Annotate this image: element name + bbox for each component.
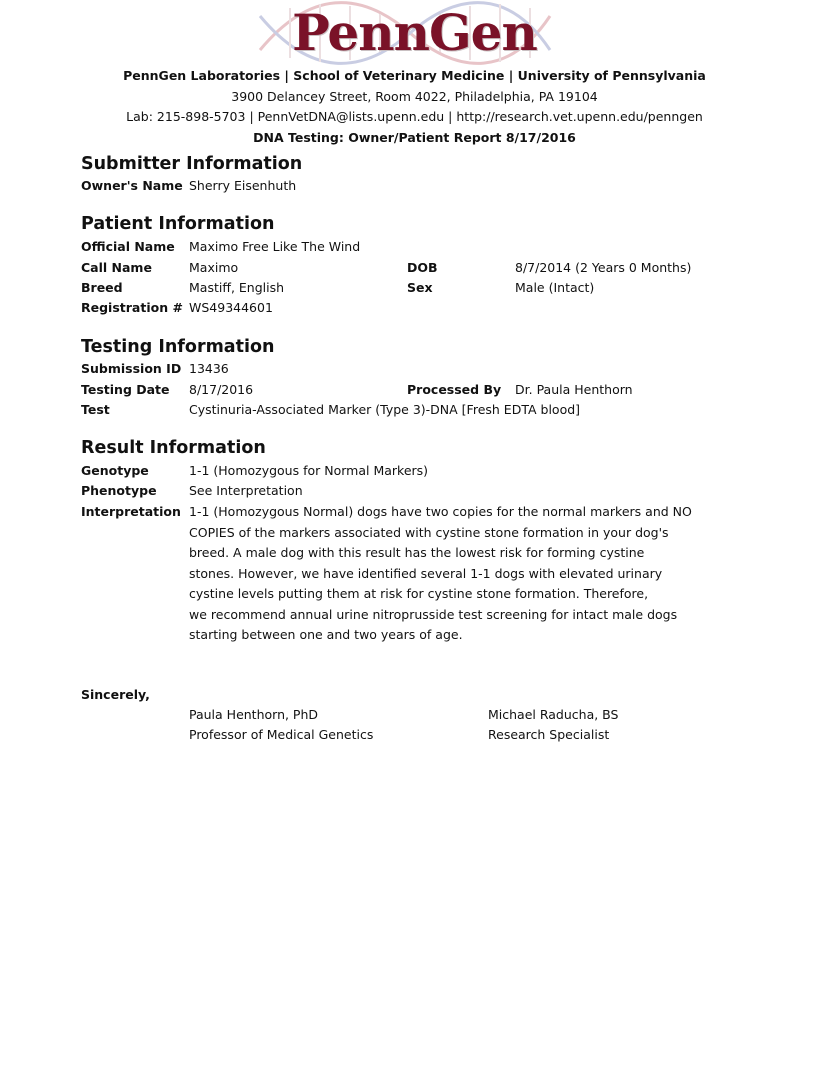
submitter-heading: Submitter Information bbox=[81, 154, 303, 174]
genotype-value: 1-1 (Homozygous for Normal Markers) bbox=[189, 463, 429, 478]
phenotype-label: Phenotype bbox=[81, 483, 157, 498]
processed-by-label: Processed By bbox=[407, 382, 502, 397]
owner-value: Sherry Eisenhuth bbox=[189, 178, 297, 193]
report-title: DNA Testing: Owner/Patient Report 8/17/2016 bbox=[253, 130, 576, 145]
sex-value: Male (Intact) bbox=[515, 280, 595, 295]
testing-heading: Testing Information bbox=[81, 337, 275, 357]
interpretation-line: 1-1 (Homozygous Normal) dogs have two copies for the normal markers and NO bbox=[189, 504, 692, 519]
sex-label: Sex bbox=[407, 280, 433, 295]
phenotype-value: See Interpretation bbox=[189, 483, 303, 498]
owner-label: Owner's Name bbox=[81, 178, 183, 193]
registration-value: WS49344601 bbox=[189, 300, 273, 315]
lab-affiliation: PennGen Laboratories | School of Veterinary Medicine | University of Pennsylvania bbox=[123, 68, 706, 83]
signer2-name: Michael Raducha, BS bbox=[488, 707, 619, 722]
interpretation-line: stones. However, we have identified several 1-1 dogs with elevated urinary bbox=[189, 565, 663, 581]
sincerely: Sincerely, bbox=[81, 687, 150, 702]
lab-contact: Lab: 215-898-5703 | PennVetDNA@lists.upenn.edu | http://research.vet.upenn.edu/penngen bbox=[126, 109, 703, 124]
official-name-label: Official Name bbox=[81, 239, 175, 254]
genotype-label: Genotype bbox=[81, 463, 149, 478]
dob-value: 8/7/2014 (2 Years 0 Months) bbox=[515, 260, 692, 275]
submission-id-value: 13436 bbox=[189, 361, 229, 376]
signer1-title: Professor of Medical Genetics bbox=[189, 727, 374, 742]
interpretation-line: starting between one and two years of age. bbox=[189, 627, 463, 642]
penngen-logo bbox=[0, 0, 829, 66]
dob-label: DOB bbox=[407, 260, 438, 275]
interpretation-text bbox=[189, 502, 699, 646]
interpretation-line: breed. A male dog with this result has the lowest risk for forming cystine bbox=[189, 545, 645, 560]
test-label: Test bbox=[81, 402, 110, 417]
call-name-label: Call Name bbox=[81, 260, 152, 275]
interpretation-line: COPIES of the markers associated with cystine stone formation in your dog's bbox=[189, 524, 669, 540]
interpretation-label: Interpretation bbox=[81, 504, 181, 519]
patient-heading: Patient Information bbox=[81, 214, 275, 234]
testing-date-label: Testing Date bbox=[81, 382, 170, 397]
test-value: Cystinuria-Associated Marker (Type 3)-DNA [Fresh EDTA blood] bbox=[189, 402, 581, 417]
logo-text: PennGen bbox=[292, 3, 537, 62]
testing-date-value: 8/17/2016 bbox=[189, 382, 254, 397]
breed-label: Breed bbox=[81, 280, 123, 295]
submission-id-label: Submission ID bbox=[81, 361, 182, 376]
signer2-title: Research Specialist bbox=[488, 727, 610, 742]
official-name-value: Maximo Free Like The Wind bbox=[189, 239, 361, 254]
processed-by-value: Dr. Paula Henthorn bbox=[515, 382, 633, 397]
signer1-name: Paula Henthorn, PhD bbox=[189, 707, 319, 722]
call-name-value: Maximo bbox=[189, 260, 239, 275]
lab-address: 3900 Delancey Street, Room 4022, Philadelphia, PA 19104 bbox=[231, 89, 598, 104]
breed-value: Mastiff, English bbox=[189, 280, 285, 295]
result-heading: Result Information bbox=[81, 438, 266, 458]
registration-label: Registration # bbox=[81, 300, 183, 315]
interpretation-line: we recommend annual urine nitroprusside test screening for intact male dogs bbox=[189, 606, 678, 622]
interpretation-line: cystine levels putting them at risk for cystine stone formation. Therefore, bbox=[189, 586, 649, 601]
